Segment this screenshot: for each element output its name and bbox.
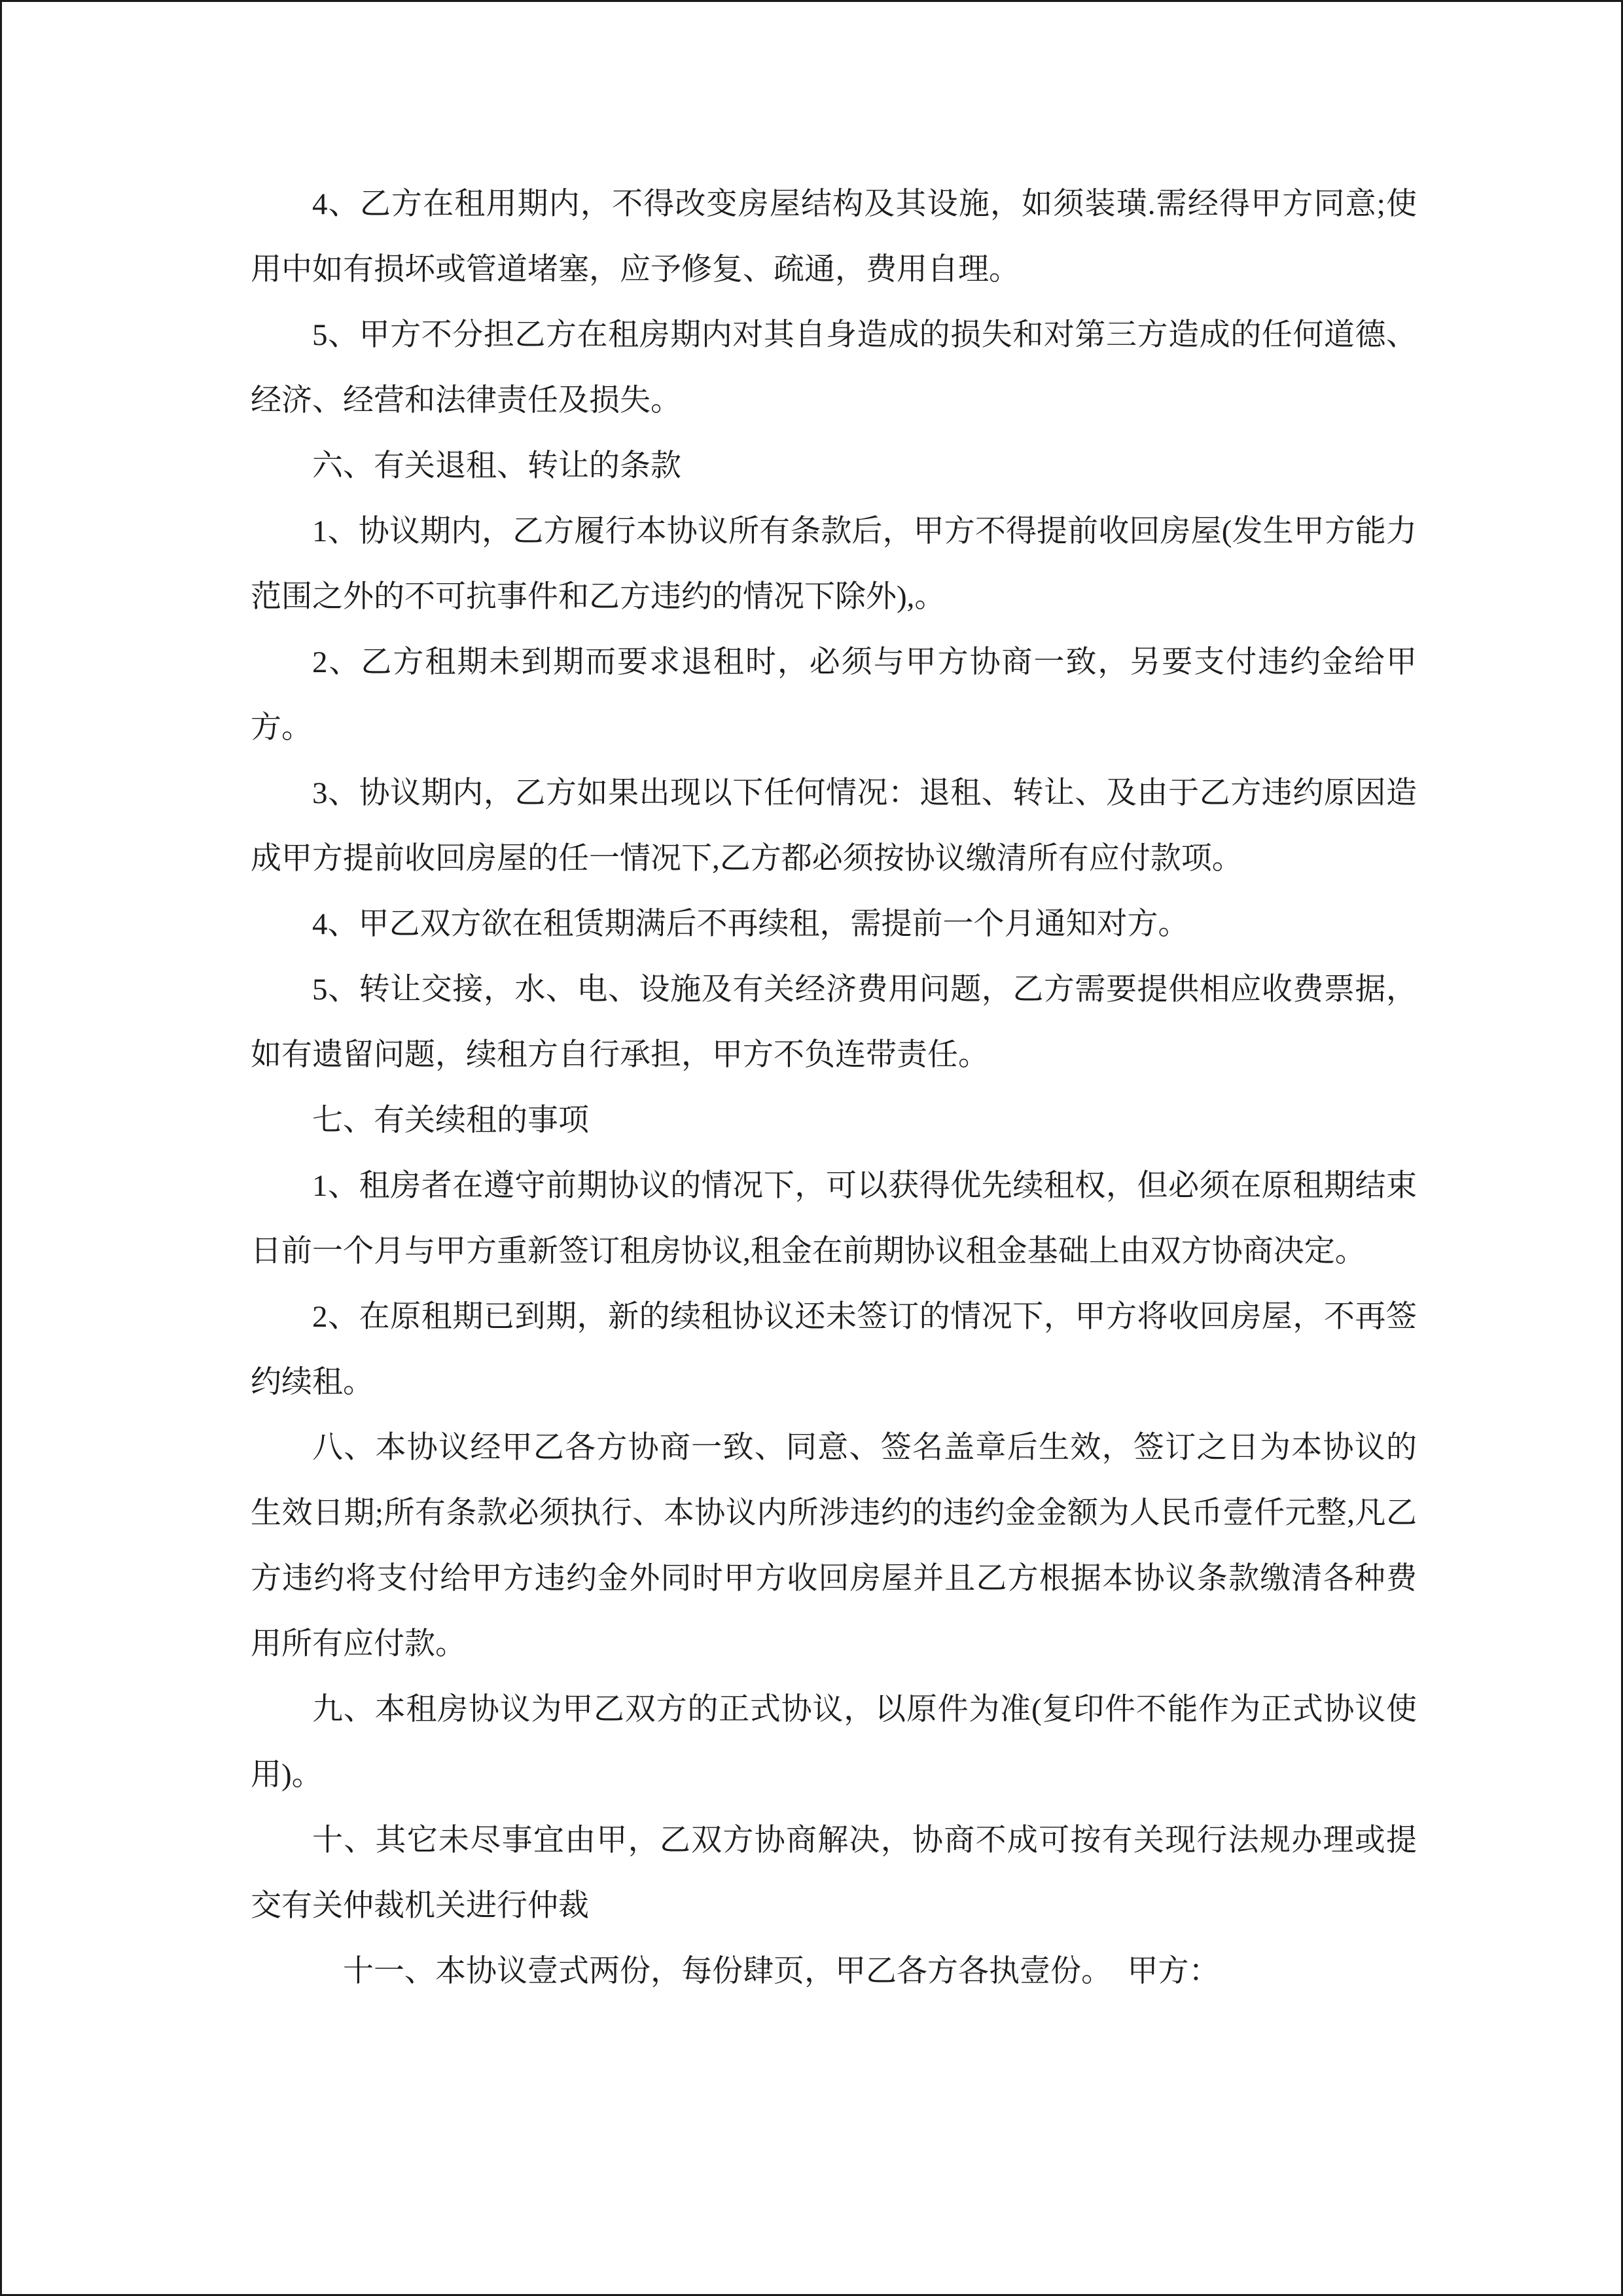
paragraph: 七、有关续租的事项 xyxy=(312,1103,589,1138)
paragraph: 1、租房者在遵守前期协议的情况下，可以获得优先续租权，但必须在原租期结束日前一个月与甲方重新签订租房协议,租金在前期协议租金基础上由双方协商决定。 xyxy=(251,1169,1417,1268)
paragraph: 六、有关退租、转让的条款 xyxy=(312,449,681,483)
paragraph: 十一、本协议壹式两份，每份肆页，甲乙各方各执壹份。 甲方： xyxy=(343,1954,1220,1988)
paragraph: 八、本协议经甲乙各方协商一致、同意、签名盖章后生效，签订之日为本协议的生效日期;所有条款必须执行、本协议内所涉违约的违约金金额为人民币壹仟元整,凡乙方违约将支付给甲方违约金外同时甲方收回房屋并且乙方根据本协议条款缴清各种费用所有应付款。 xyxy=(251,1431,1417,1661)
paragraph: 5、转让交接，水、电、设施及有关经济费用问题，乙方需要提供相应收费票据，如有遗留问题，续租方自行承担，甲方不负连带责任。 xyxy=(251,973,1417,1072)
paragraph: 1、协议期内，乙方履行本协议所有条款后，甲方不得提前收回房屋(发生甲方能力范围之外的不可抗事件和乙方违约的情况下除外),。 xyxy=(251,514,1417,614)
paragraph: 3、协议期内，乙方如果出现以下任何情况：退租、转让、及由于乙方违约原因造成甲方提前收回房屋的任一情况下,乙方都必须按协议缴清所有应付款项。 xyxy=(251,776,1417,876)
paragraph: 九、本租房协议为甲乙双方的正式协议，以原件为准(复印件不能作为正式协议使用)。 xyxy=(251,1693,1417,1792)
paragraph: 4、乙方在租用期内，不得改变房屋结构及其设施，如须装璜.需经得甲方同意;使用中如有损坏或管道堵塞，应予修复、疏通，费用自理。 xyxy=(251,187,1417,287)
paragraph: 十、其它未尽事宜由甲，乙双方协商解决，协商不成可按有关现行法规办理或提交有关仲裁机关进行仲裁 xyxy=(251,1823,1417,1923)
paragraph: 5、甲方不分担乙方在租房期内对其自身造成的损失和对第三方造成的任何道德、经济、经营和法律责任及损失。 xyxy=(251,318,1417,418)
document-body xyxy=(251,171,1417,2004)
paragraph: 4、甲乙双方欲在租赁期满后不再续租，需提前一个月通知对方。 xyxy=(312,907,1189,941)
paragraph: 2、在原租期已到期，新的续租协议还未签订的情况下，甲方将收回房屋，不再签约续租。 xyxy=(251,1300,1417,1399)
paragraph: 2、乙方租期未到期而要求退租时，必须与甲方协商一致，另要支付违约金给甲方。 xyxy=(251,645,1417,745)
